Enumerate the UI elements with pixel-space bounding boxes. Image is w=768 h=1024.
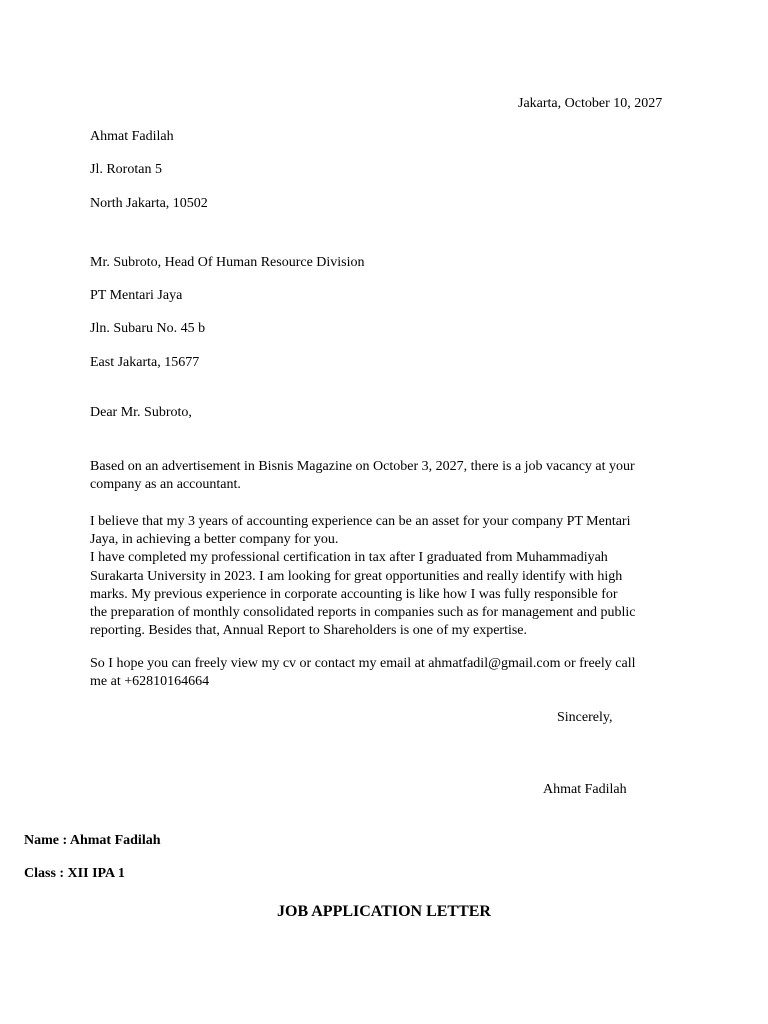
- paragraph-vacancy: [90, 458, 690, 494]
- paragraph-line: marks. My previous experience in corporate accounting is like how I was fully responsible for: [90, 586, 618, 602]
- sender-street: Jl. Rorotan 5: [90, 162, 162, 177]
- letter-date: Jakarta, October 10, 2027: [518, 96, 663, 111]
- recipient-city: East Jakarta, 15677: [90, 355, 200, 370]
- paragraph-line: reporting. Besides that, Annual Report to Shareholders is one of my expertise.: [90, 623, 528, 639]
- paragraph-line: So I hope you can freely view my cv or contact my email at ahmatfadil@gmail.com or freely call: [90, 656, 636, 671]
- recipient-company: PT Mentari Jaya: [90, 288, 183, 303]
- student-class: Class : XII IPA 1: [24, 866, 125, 881]
- paragraph-line: company as an accountant.: [90, 477, 241, 493]
- salutation: Dear Mr. Subroto,: [90, 405, 192, 420]
- signature-name: Ahmat Fadilah: [543, 782, 627, 797]
- paragraph-line: me at +62810164664: [90, 674, 210, 690]
- paragraph-line: Jaya, in achieving a better company for you.: [90, 532, 339, 548]
- paragraph-contact: [90, 655, 690, 691]
- paragraph-line: I believe that my 3 years of accounting experience can be an asset for your company PT Mentari: [90, 514, 631, 529]
- paragraph-line: Based on an advertisement in Bisnis Magazine on October 3, 2027, there is a job vacancy at your: [90, 459, 635, 474]
- paragraph-line: I have completed my professional certification in tax after I graduated from Muhammadiyah: [90, 550, 608, 566]
- paragraph-line: Surakarta University in 2023. I am looking for great opportunities and really identify with high: [90, 568, 623, 584]
- recipient-name-title: Mr. Subroto, Head Of Human Resource Division: [90, 255, 365, 270]
- document-title: JOB APPLICATION LETTER: [277, 903, 491, 920]
- recipient-street: Jln. Subaru No. 45 b: [90, 321, 206, 336]
- student-name: Name : Ahmat Fadilah: [24, 833, 161, 848]
- sender-name: Ahmat Fadilah: [90, 129, 174, 144]
- paragraph-experience: [90, 513, 690, 640]
- paragraph-line: the preparation of monthly consolidated reports in companies such as for management and public: [90, 605, 636, 621]
- closing: Sincerely,: [557, 710, 613, 725]
- sender-city: North Jakarta, 10502: [90, 196, 208, 211]
